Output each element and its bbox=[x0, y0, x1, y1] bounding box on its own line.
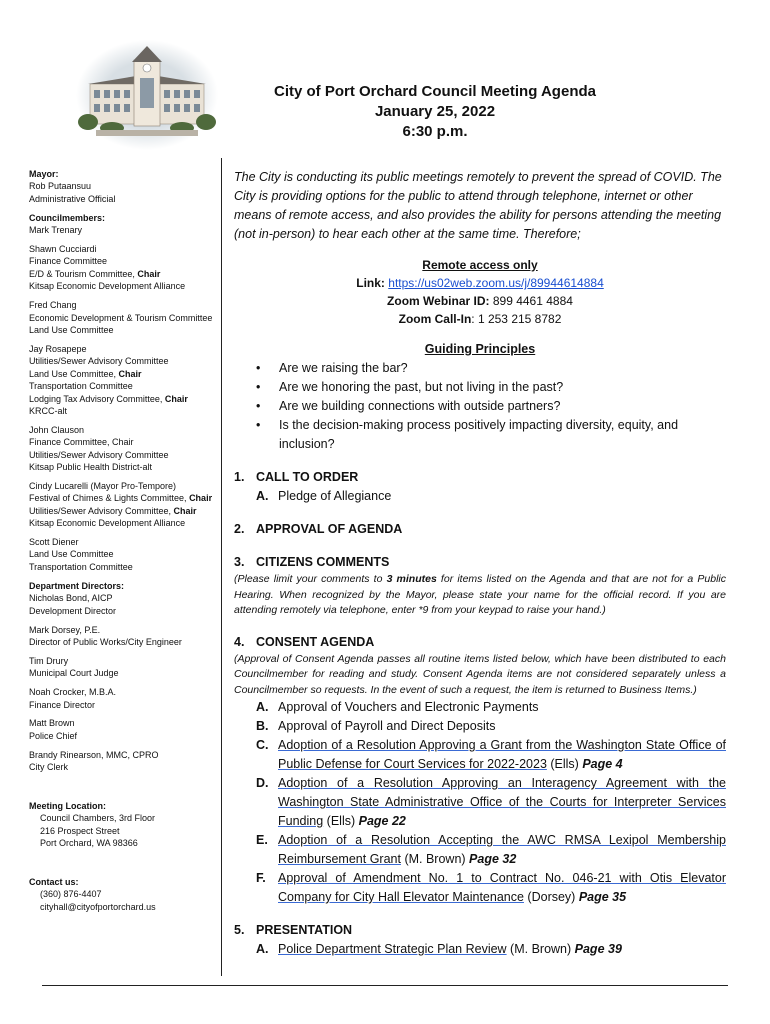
agenda-item: B. Approval of Payroll and Direct Deposits bbox=[256, 719, 496, 733]
title-line-3: 6:30 p.m. bbox=[402, 123, 468, 140]
location-line: Council Chambers, 3rd Floor bbox=[40, 813, 156, 824]
contact-phone: (360) 876-4407 bbox=[40, 889, 102, 900]
section-consent-agenda: 4. CONSENT AGENDA bbox=[234, 634, 375, 649]
title-line-2: January 25, 2022 bbox=[374, 103, 496, 120]
member-role: Finance Committee, Chair bbox=[29, 437, 134, 448]
remote-access-heading: Remote access only bbox=[422, 258, 538, 272]
member-name: Cindy Lucarelli (Mayor Pro-Tempore) bbox=[29, 480, 177, 491]
member-block bbox=[29, 243, 219, 293]
directors-label: Department Directors: bbox=[29, 580, 125, 591]
member-name: John Clauson bbox=[29, 424, 85, 435]
member-role: Economic Development & Tourism Committee bbox=[29, 312, 213, 323]
call-to-order-items bbox=[234, 487, 726, 506]
director-block: Tim Drury Municipal Court Judge bbox=[29, 655, 119, 679]
member-role: Utilities/Sewer Advisory Committee bbox=[29, 356, 169, 367]
webinar-id: 899 4461 4884 bbox=[492, 294, 573, 308]
meeting-location-label: Meeting Location: bbox=[29, 801, 106, 812]
contact-label: Contact us: bbox=[29, 876, 79, 887]
agenda-item: A. Approval of Vouchers and Electronic Payments bbox=[256, 700, 539, 714]
member-role: Utilities/Sewer Advisory Committee, Chair bbox=[29, 505, 197, 516]
guiding-principles-list bbox=[234, 359, 726, 454]
member-role: Lodging Tax Advisory Committee, Chair bbox=[29, 393, 188, 404]
member-role: Utilities/Sewer Advisory Committee bbox=[29, 449, 169, 460]
item-link[interactable]: Adoption of a Resolution Approving an Interagency Agreement with the Washington State Administrative Office of the Courts for Interpreter Services Funding bbox=[278, 776, 726, 828]
consent-agenda-note: (Approval of Consent Agenda passes all routine items listed below, which have been distributed to each Councilmember for reading and study. Consent Agenda items are not considered separately unless a Councilmember so requests. In the event of such a request, the item is returned to Business Items.) bbox=[234, 652, 726, 696]
member-block bbox=[29, 480, 219, 530]
member-block bbox=[29, 536, 219, 573]
member-role: Finance Committee bbox=[29, 256, 108, 267]
section-call-to-order: 1. CALL TO ORDER bbox=[234, 470, 359, 484]
footer-rule bbox=[42, 985, 728, 986]
director-block: Brandy Rinearson, MMC, CPRO City Clerk bbox=[29, 749, 159, 773]
city-hall-logo bbox=[76, 40, 218, 150]
mayor-name: Rob Putaansuu bbox=[29, 181, 92, 192]
presentation-items bbox=[234, 940, 726, 959]
councilmembers-label: Councilmembers: bbox=[29, 212, 106, 223]
consent-agenda-items bbox=[234, 698, 726, 907]
member-role: Kitsap Economic Development Alliance bbox=[29, 281, 186, 292]
sidebar bbox=[29, 168, 219, 913]
location-line: Port Orchard, WA 98366 bbox=[40, 838, 138, 849]
agenda-item[interactable]: C. Adoption of a Resolution Approving a Grant from the Washington State Office of Public Defense for Court Services for 2022-2023 (Ells) Page 4 bbox=[256, 738, 726, 771]
member-role: Transportation Committee bbox=[29, 561, 133, 572]
item-link[interactable]: Adoption of a Resolution Approving a Grant from the Washington State Office of Public Defense for Court Services for 2022-2023 bbox=[278, 738, 726, 771]
agenda-item[interactable]: E. Adoption of a Resolution Accepting the AWC RMSA Lexipol Membership Reimbursement Grant (M. Brown) Page 32 bbox=[256, 833, 726, 866]
list-item: • Are we raising the bar? bbox=[256, 359, 726, 378]
director-block: Nicholas Bond, AICP Development Director bbox=[29, 593, 117, 616]
member-role: Land Use Committee, Chair bbox=[29, 368, 142, 379]
column-divider bbox=[221, 158, 222, 976]
member-role: Transportation Committee bbox=[29, 381, 133, 392]
agenda-item[interactable]: D. Adoption of a Resolution Approving an Interagency Agreement with the Washington State Administrative Office of the Courts for Interpreter Services Funding (Ells) Page 22 bbox=[256, 776, 726, 828]
intro-paragraph: The City is conducting its public meetings remotely to prevent the spread of COVID. The City is providing options for the public to attend through telephone, internet or other means of remote access, and also provides the ability for persons attending the meeting (not in-person) to hear each other at the same time. Therefore; bbox=[234, 170, 722, 241]
agenda-item[interactable]: F. Approval of Amendment No. 1 to Contract No. 046-21 with Otis Elevator Company for City Hall Elevator Maintenance (Dorsey) Page 35 bbox=[256, 871, 726, 904]
mayor-block bbox=[29, 168, 219, 205]
member-block bbox=[29, 424, 219, 474]
zoom-link[interactable]: https://us02web.zoom.us/j/89944614884 bbox=[388, 276, 604, 290]
member-name: Scott Diener bbox=[29, 537, 79, 548]
director-block: Mark Dorsey, P.E. Director of Public Works/City Engineer bbox=[29, 624, 182, 647]
item-link[interactable]: Approval of Amendment No. 1 to Contract No. 046-21 with Otis Elevator Company for City Hall Elevator Maintenance bbox=[278, 871, 726, 904]
agenda-title bbox=[240, 82, 630, 142]
member-name: Jay Rosapepe bbox=[29, 343, 87, 354]
guiding-principles-heading: Guiding Principles bbox=[424, 342, 536, 356]
list-item: • Are we honoring the past, but not living in the past? bbox=[256, 378, 726, 397]
callin-number: : 1 253 215 8782 bbox=[471, 312, 562, 326]
list-item: • Is the decision-making process positively impacting diversity, equity, and inclusion? bbox=[256, 416, 726, 454]
item-link[interactable]: Adoption of a Resolution Accepting the AWC RMSA Lexipol Membership Reimbursement Grant bbox=[278, 833, 726, 866]
member-role: Land Use Committee bbox=[29, 549, 114, 560]
agenda-body bbox=[234, 168, 726, 959]
member-block bbox=[29, 299, 219, 336]
director-block: Noah Crocker, M.B.A. Finance Director bbox=[29, 687, 117, 710]
agenda-item: A. Pledge of Allegiance bbox=[256, 489, 392, 503]
member-role: E/D & Tourism Committee, Chair bbox=[29, 268, 161, 279]
member-name: Mark Trenary bbox=[29, 225, 83, 236]
member-role: Land Use Committee bbox=[29, 324, 114, 335]
member-name: Shawn Cucciardi bbox=[29, 244, 97, 255]
title-line-1: City of Port Orchard Council Meeting Agenda bbox=[274, 83, 596, 100]
citizens-comments-note: (Please limit your comments to 3 minutes for items listed on the Agenda and that are not for a Public Hearing. When recognized by the Mayor, please state your name for the official record. If you are attending remotely via telephone, enter *9 from your keypad to raise your hand.) bbox=[234, 573, 726, 616]
member-block bbox=[29, 224, 219, 236]
mayor-title: Administrative Official bbox=[29, 193, 116, 204]
member-role: Kitsap Economic Development Alliance bbox=[29, 518, 186, 529]
section-citizens-comments: 3. CITIZENS COMMENTS bbox=[234, 555, 390, 569]
remote-access-block: Remote access only Link: https://us02web.zoom.us/j/89944614884 Zoom Webinar ID: 899 4461 4884 Zoom Call-In: 1 253 215 8782 bbox=[234, 256, 726, 328]
member-name: Fred Chang bbox=[29, 300, 77, 311]
list-item: • Are we building connections with outside partners? bbox=[256, 397, 726, 416]
member-role: Festival of Chimes & Lights Committee, Chair bbox=[29, 493, 213, 504]
agenda-item[interactable]: A. Police Department Strategic Plan Review (M. Brown) Page 39 bbox=[256, 942, 622, 956]
item-link[interactable]: Police Department Strategic Plan Review bbox=[278, 942, 507, 956]
contact-email[interactable]: cityhall@cityofportorchard.us bbox=[40, 901, 156, 912]
location-line: 216 Prospect Street bbox=[40, 825, 120, 836]
mayor-label: Mayor: bbox=[29, 169, 59, 179]
section-approval-of-agenda: 2. APPROVAL OF AGENDA bbox=[234, 522, 403, 536]
member-block bbox=[29, 343, 219, 417]
member-role: Kitsap Public Health District-alt bbox=[29, 462, 153, 473]
member-role: KRCC-alt bbox=[29, 405, 68, 416]
section-presentation: 5. PRESENTATION bbox=[234, 923, 353, 937]
director-block: Matt Brown Police Chief bbox=[29, 718, 78, 741]
